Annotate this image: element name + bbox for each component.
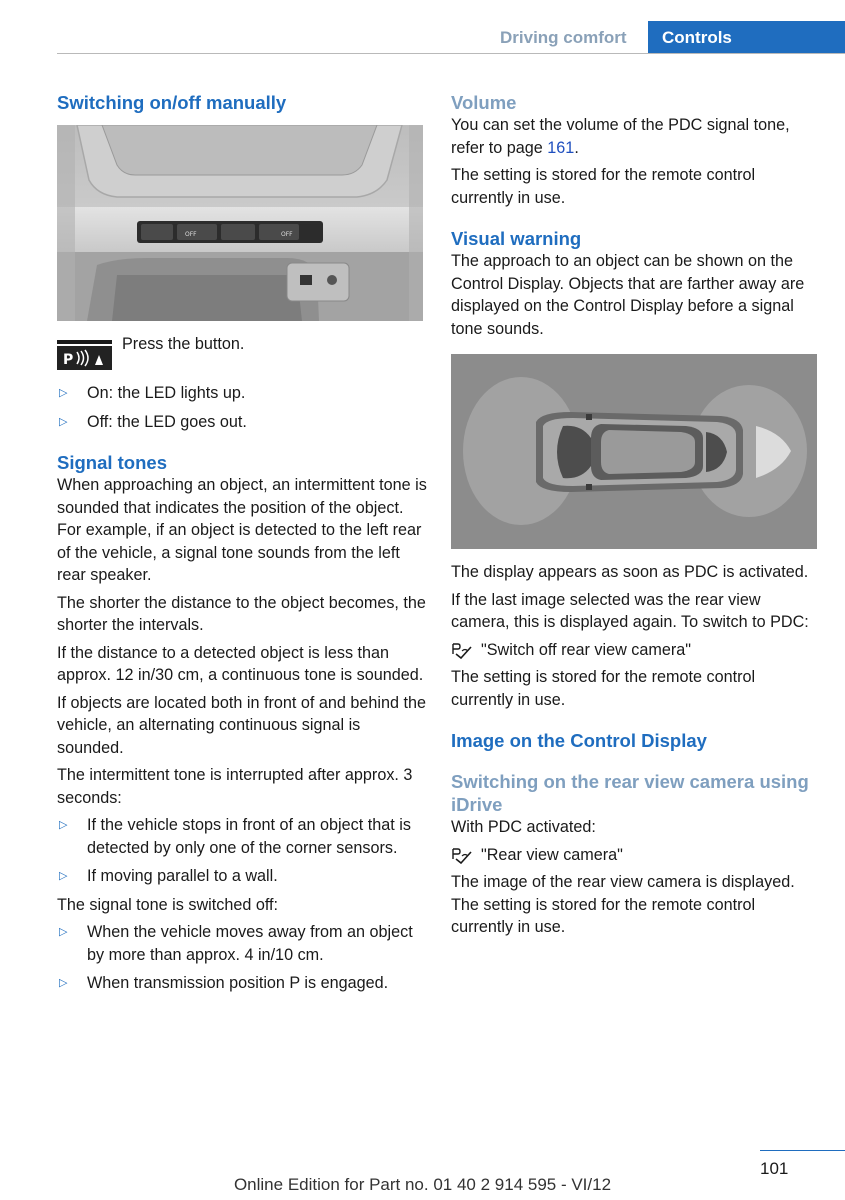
bullet-triangle-icon: ▷ <box>59 387 68 399</box>
paragraph: The setting is stored for the remote control currently in use. <box>451 668 756 709</box>
pdc-display-illustration <box>451 354 817 549</box>
header-chapter-tab: Controls <box>648 21 845 54</box>
paragraph: The intermittent tone is interrupted after approx. 3 seconds: <box>57 766 413 807</box>
paragraph: With PDC activated: <box>451 818 596 836</box>
console-label-2: OFF <box>281 231 293 238</box>
list-item: ▷ If the vehicle stops in front of an object that is detected by only one of the corner sensors. <box>59 816 411 857</box>
list-item: ▷ Off: the LED goes out. <box>57 411 427 434</box>
paragraph: The signal tone is switched off: <box>57 895 279 914</box>
console-illustration <box>57 125 423 321</box>
bullet-triangle-icon: ▷ <box>59 415 68 428</box>
footer-rule <box>760 1150 845 1151</box>
heading-visual-warning: Visual warning <box>451 228 582 249</box>
controller-menu-icon <box>451 642 473 659</box>
console-photo <box>57 125 423 321</box>
bullet-triangle-icon: ▷ <box>59 926 68 938</box>
page-reference-link[interactable]: 161 <box>547 138 575 157</box>
paragraph: The setting is stored for the remote control currently in use. <box>451 166 756 207</box>
press-button-text: Press the button. <box>122 335 245 353</box>
menu-entry-rear-view-camera <box>451 844 821 867</box>
page-number: 101 <box>760 1159 789 1178</box>
list-item: ▷ When the vehicle moves away from an object by more than approx. 4 in/10 cm. <box>59 923 413 964</box>
pdc-button-label: P <box>63 352 74 368</box>
paragraph: If objects are located both in front of and behind the vehicle, an alternating continuous signal is sounded. <box>57 693 426 757</box>
paragraph: If the distance to a detected object is less than approx. 12 in/30 cm, a continuous tone is sounded. <box>57 643 424 684</box>
left-column <box>57 91 427 1001</box>
heading-switching-rear-camera: Switching on the rear view camera using iDrive <box>451 771 809 815</box>
heading-image-control-display: Image on the Control Display <box>451 730 707 751</box>
console-label-1: OFF <box>185 231 197 238</box>
heading-signal-tones: Signal tones <box>57 452 167 473</box>
switch-off-conditions-list <box>57 921 427 995</box>
paragraph: When approaching an object, an intermittent tone is sounded that indicates the position of the object. For example, if an object is detected to the left rear of the vehicle, a signal tone sounds from the left rear speaker. <box>57 476 427 584</box>
paragraph: The display appears as soon as PDC is activated. <box>451 563 809 581</box>
pdc-button-icon <box>57 337 112 370</box>
list-item: ▷ If moving parallel to a wall. <box>57 865 427 888</box>
paragraph: The approach to an object can be shown on the Control Display. Objects that are farther away are displayed on the Control Display before a signal tone sounds. <box>451 252 805 338</box>
controller-menu-icon <box>451 847 473 864</box>
control-display-image <box>451 354 817 549</box>
paragraph: If the last image selected was the rear view camera, this is displayed again. To switch to PDC: <box>451 590 809 631</box>
paragraph-volume: You can set the volume of the PDC signal tone, refer to page 161. <box>451 116 790 157</box>
paragraph: The shorter the distance to the object becomes, the shorter the intervals. <box>57 593 426 634</box>
bullet-triangle-icon: ▷ <box>59 819 68 831</box>
header-rule <box>57 53 845 54</box>
paragraph: The image of the rear view camera is displayed. The setting is stored for the remote control currently in use. <box>451 873 795 936</box>
bullet-triangle-icon: ▷ <box>59 977 68 989</box>
menu-entry-text: "Rear view camera" <box>481 845 623 864</box>
menu-entry-text: "Switch off rear view camera" <box>481 640 692 659</box>
led-state-list <box>57 382 427 433</box>
heading-volume: Volume <box>451 92 517 113</box>
right-column <box>451 91 821 944</box>
menu-entry-switch-off-camera <box>451 639 821 662</box>
list-item: ▷ On: the LED lights up. <box>57 382 427 405</box>
press-button-row <box>57 333 427 370</box>
interrupt-conditions-list <box>57 814 427 888</box>
list-item: ▷ When transmission position P is engaged. <box>57 972 427 995</box>
edition-note: Online Edition for Part no. 01 40 2 914 595 - VI/12 <box>233 1175 612 1194</box>
header-section-title: Driving comfort <box>500 28 627 47</box>
bullet-triangle-icon: ▷ <box>59 870 68 882</box>
heading-switching-manually: Switching on/off manually <box>57 92 287 113</box>
